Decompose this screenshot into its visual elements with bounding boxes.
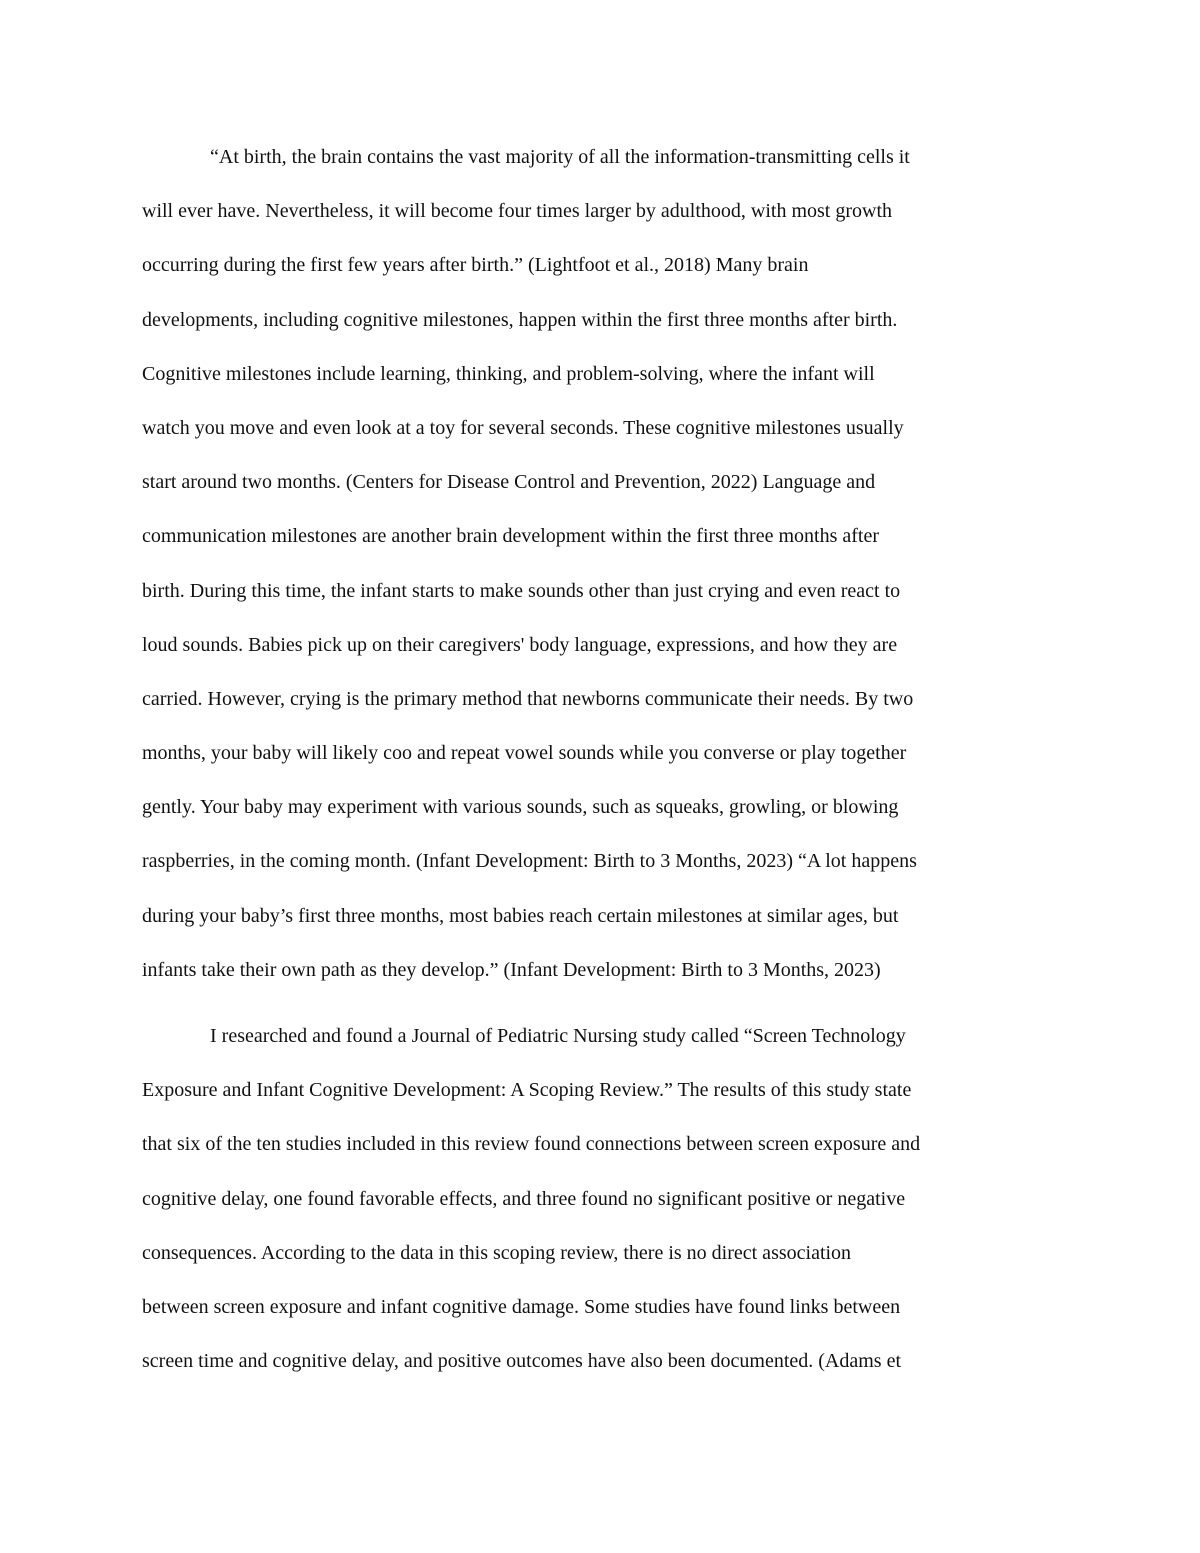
text-line: watch you move and even look at a toy for several seconds. These cognitive milestones usually (142, 416, 904, 439)
text-line: raspberries, in the coming month. (Infant Development: Birth to 3 Months, 2023) “A lot happens (142, 850, 917, 873)
text-line: gently. Your baby may experiment with various sounds, such as squeaks, growling, or blowing (142, 796, 899, 819)
text-line: will ever have. Nevertheless, it will become four times larger by adulthood, with most growth (142, 200, 893, 223)
text-line: communication milestones are another brain development within the first three months after (142, 525, 880, 548)
text-line: I researched and found a Journal of Pediatric Nursing study called “Screen Technology (210, 1025, 906, 1047)
text-line: Exposure and Infant Cognitive Development: A Scoping Review.” The results of this study state (142, 1079, 912, 1102)
text-line: that six of the ten studies included in this review found connections between screen exposure and (142, 1133, 921, 1156)
paragraph-1 (142, 130, 1062, 997)
paragraph-2 (142, 1009, 1062, 1388)
text-line: “At birth, the brain contains the vast majority of all the information-transmitting cells it (210, 146, 910, 168)
paragraph-gap (142, 997, 1062, 1009)
text-line: months, your baby will likely coo and repeat vowel sounds while you converse or play together (142, 742, 907, 765)
text-line: consequences. According to the data in this scoping review, there is no direct association (142, 1241, 852, 1264)
text-line: cognitive delay, one found favorable effects, and three found no significant positive or negative (142, 1187, 906, 1210)
text-line: carried. However, crying is the primary method that newborns communicate their needs. By two (142, 687, 914, 710)
text-line: between screen exposure and infant cognitive damage. Some studies have found links between (142, 1295, 901, 1318)
text-line: occurring during the first few years after birth.” (Lightfoot et al., 2018) Many brain (142, 254, 809, 277)
text-line: Cognitive milestones include learning, thinking, and problem-solving, where the infant will (142, 362, 875, 385)
text-line: screen time and cognitive delay, and positive outcomes have also been documented. (Adams et (142, 1350, 902, 1373)
text-line: birth. During this time, the infant starts to make sounds other than just crying and even react to (142, 579, 901, 602)
text-line: start around two months. (Centers for Disease Control and Prevention, 2022) Language and (142, 471, 876, 494)
text-line: infants take their own path as they develop.” (Infant Development: Birth to 3 Months, 2023) (142, 958, 881, 981)
text-line: developments, including cognitive milestones, happen within the first three months after birth. (142, 308, 898, 331)
text-line: loud sounds. Babies pick up on their caregivers' body language, expressions, and how they are (142, 633, 898, 656)
document-body (142, 130, 1062, 1388)
text-line: during your baby’s first three months, most babies reach certain milestones at similar ages, but (142, 904, 899, 927)
